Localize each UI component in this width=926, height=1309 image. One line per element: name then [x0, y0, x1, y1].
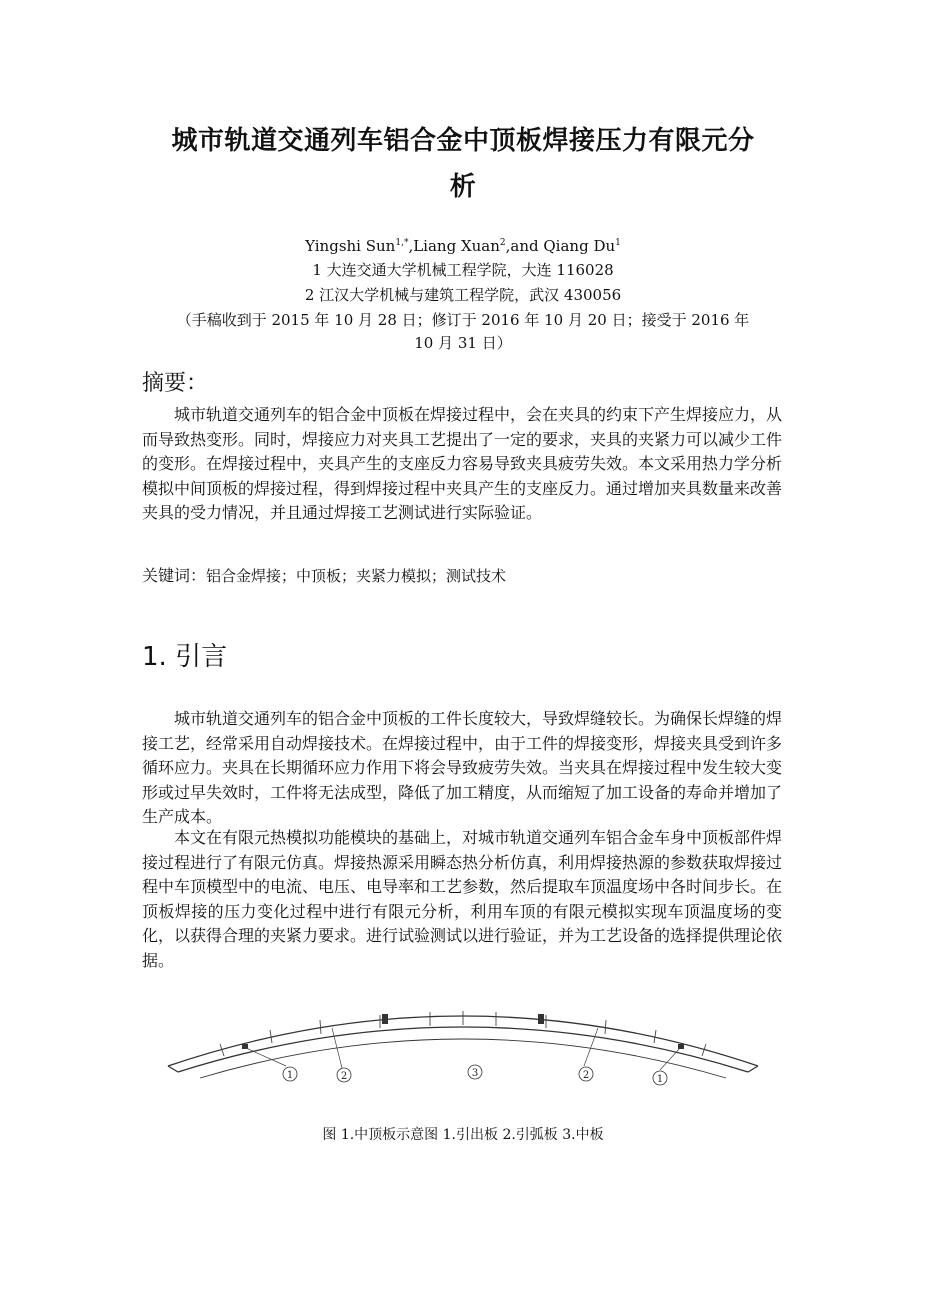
roof-panel-schematic-figure [160, 996, 766, 1106]
leader-lines [246, 1028, 680, 1070]
roof-rib-lines [220, 1011, 706, 1056]
section-heading-introduction: 1. 引言 [142, 642, 228, 672]
keywords-text: 铝合金焊接；中顶板；夹紧力模拟；测试技术 [206, 567, 507, 585]
author-1: Yingshi Sun [305, 237, 396, 255]
figure-label-2-right: 2 [582, 1070, 590, 1081]
affiliation-1: 1 大连交通大学机械工程学院，大连 116028 [312, 261, 614, 279]
paper-title-line-2: 析 [449, 172, 477, 202]
affiliation-2: 2 江汉大学机械与建筑工程学院，武汉 430056 [304, 286, 622, 304]
intro-paragraph-1: 城市轨道交通列车的铝合金中顶板的工件长度较大，导致焊缝较长。为确保长焊缝的焊接工艺，经常采用自动焊接技术。在焊接过程中，由于工件的焊接变形，焊接夹具受到许多循环应力。夹具在长期循环应力作用下将会导致疲劳失效。当夹具在焊接过程中发生较大变形或过早失效时，工件将无法成型，降低了加工精度，从而缩短了加工设备的寿命并增加了生产成本。 [142, 709, 783, 826]
figure-label-3: 3 [471, 1068, 479, 1079]
author-list [130, 234, 796, 258]
author-1-affiliation: 1,* [395, 238, 409, 248]
figure-label-1-right: 1 [656, 1074, 664, 1085]
abstract-text: 城市轨道交通列车的铝合金中顶板在焊接过程中，会在夹具的约束下产生焊接应力，从而导致热变形。同时，焊接应力对夹具工艺提出了一定的要求，夹具的夹紧力可以减少工件的变形。在焊接过程中，夹具产生的支座反力容易导致夹具疲劳失效。本文采用热力学分析模拟中间顶板的焊接过程，得到焊接过程中夹具产生的支座反力。通过增加夹具数量来改善夹具的受力情况，并且通过焊接工艺测试进行实际验证。 [142, 405, 783, 522]
roof-bottom-arc [200, 1039, 726, 1078]
figure-1-caption: 图 1.中顶板示意图 1.引出板 2.引弧板 3.中板 [322, 1127, 604, 1143]
manuscript-dates-line-2: 10 月 31 日） [414, 334, 512, 352]
intro-paragraph-2: 本文在有限元热模拟功能模块的基础上，对城市轨道交通列车铝合金车身中顶板部件焊接过程进行了有限元仿真。焊接热源采用瞬态热分析仿真，利用焊接热源的参数获取焊接过程中车顶模型中的电流、电压、电导率和工艺参数，然后提取车顶温度场中各时间步长。在顶板焊接的压力变化过程中进行有限元分析，利用车顶的有限元模拟实现车顶温度场的变化，以获得合理的夹紧力要求。进行试验测试以进行验证，并为工艺设备的选择提供理论依据。 [142, 828, 783, 970]
keywords-line [142, 563, 506, 586]
author-3-affiliation: 1 [615, 238, 621, 248]
roof-inner-arc [178, 1027, 748, 1072]
figure-label-2-left: 2 [340, 1071, 348, 1082]
author-3: ,and Qiang Du [505, 237, 616, 255]
figure-label-1-left: 1 [286, 1070, 294, 1081]
author-2: ,Liang Xuan [408, 237, 500, 255]
manuscript-dates-line-1: （手稿收到于 2015 年 10 月 28 日；修订于 2016 年 10 月 20 日；接受于 2016 年 [176, 311, 750, 329]
abstract-heading: 摘要： [142, 371, 209, 396]
author-2-affiliation: 2 [499, 238, 506, 248]
keywords-label: 关键词： [142, 566, 207, 585]
paper-title-line-1: 城市轨道交通列车铝合金中顶板焊接压力有限元分 [171, 126, 755, 156]
